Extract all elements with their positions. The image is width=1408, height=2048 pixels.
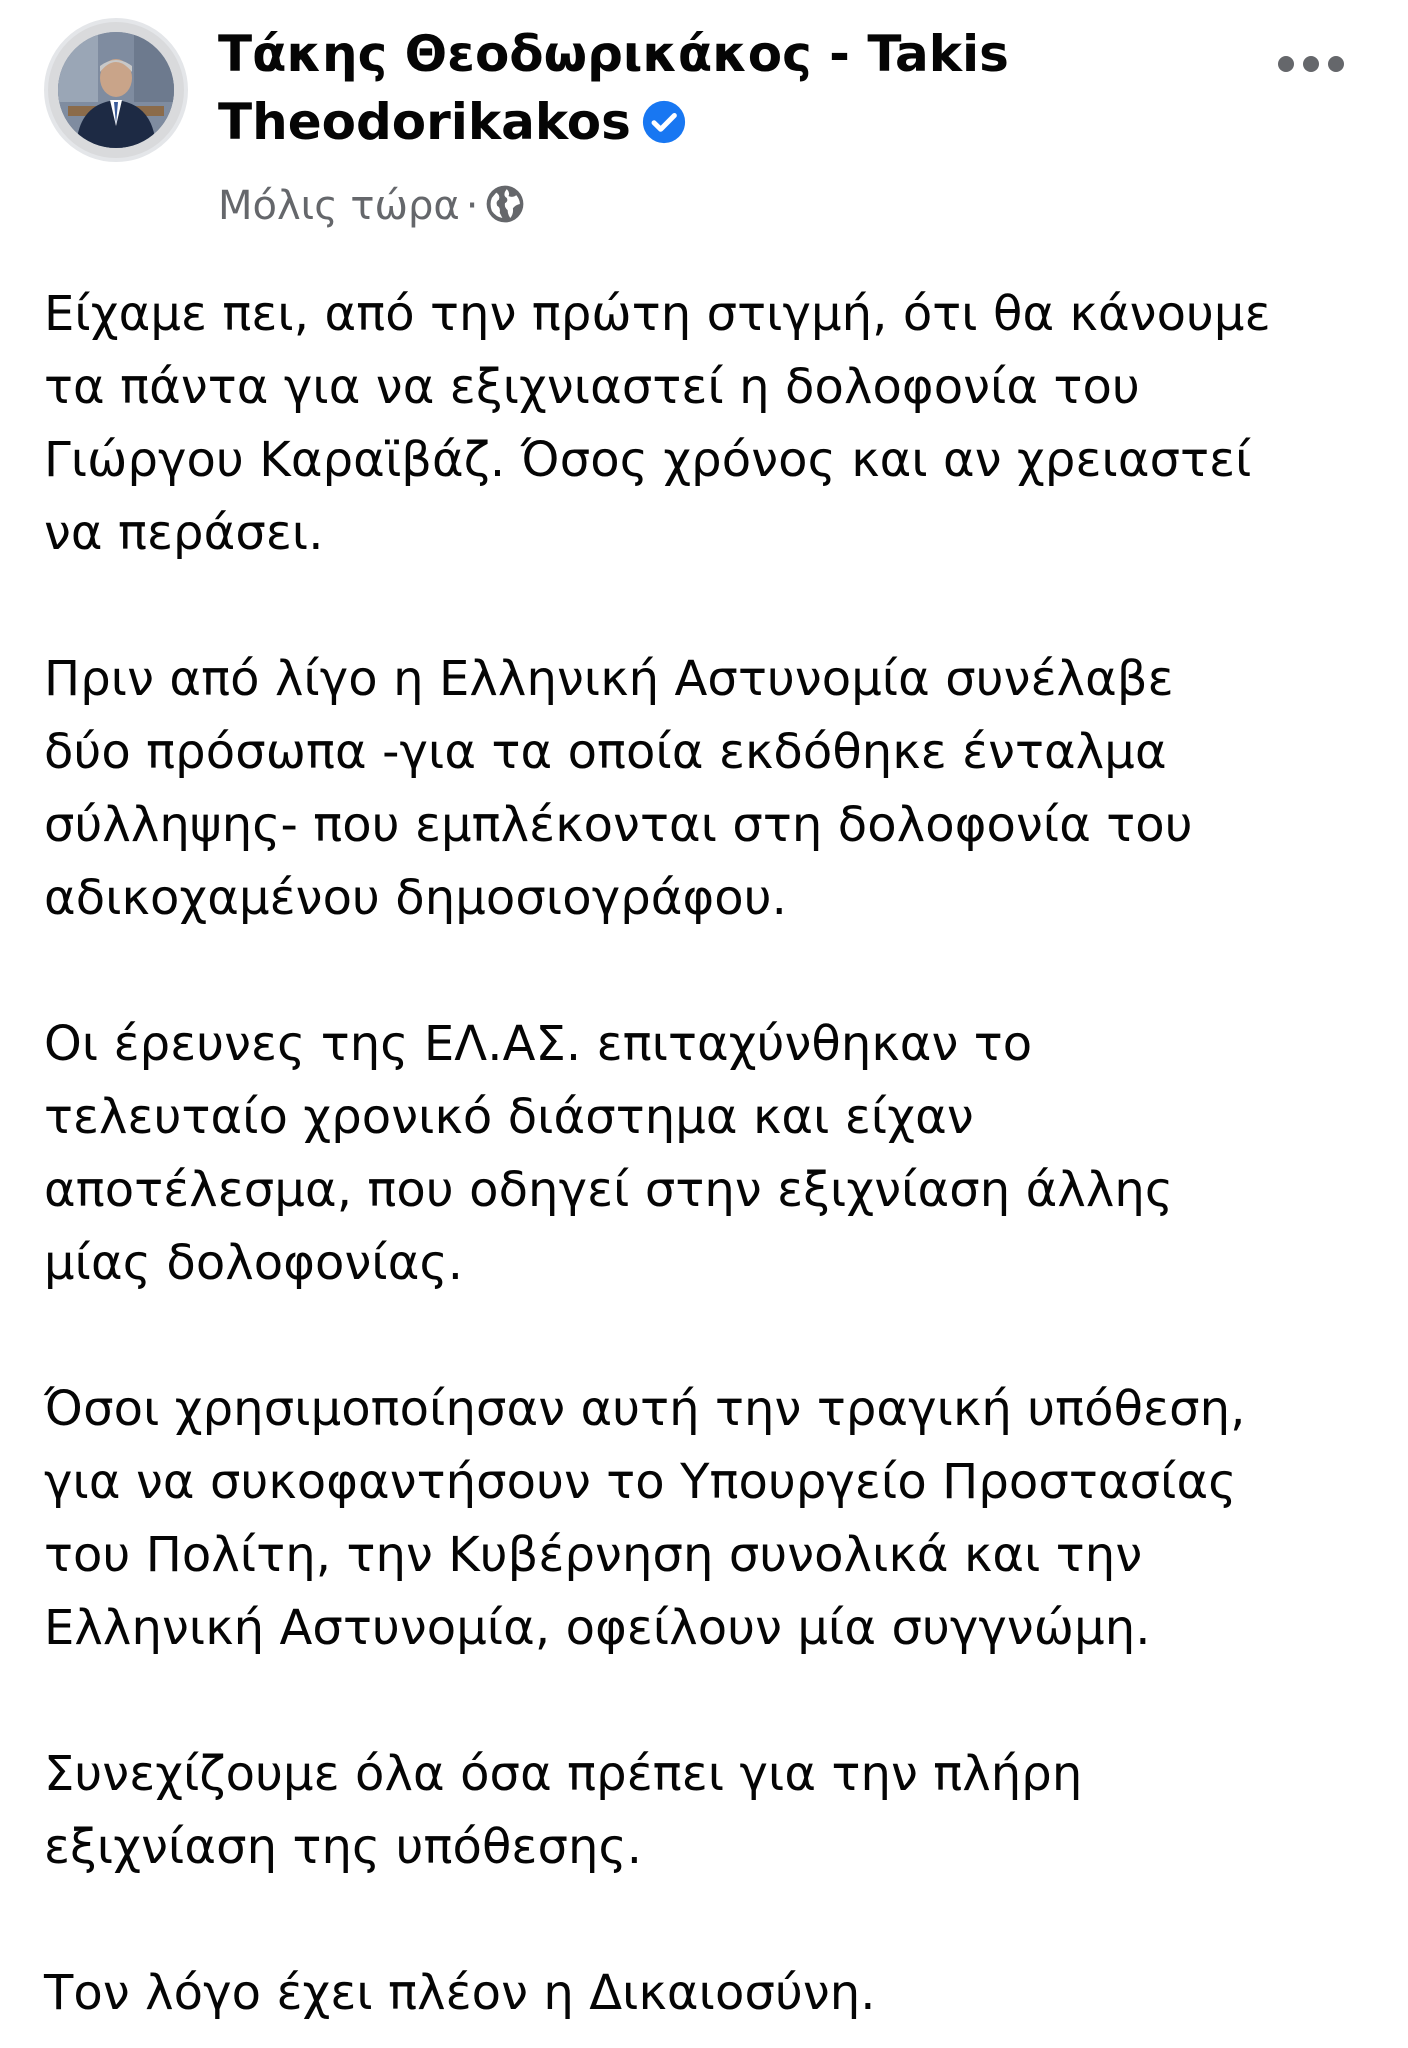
avatar-photo [58,32,174,148]
post-header [44,18,1364,228]
post-paragraph-6: Τον λόγο έχει πλέον η Δικαιοσύνη. [44,1965,876,2021]
dot-icon [1328,56,1344,72]
author-name[interactable] [218,20,1118,156]
meta-separator: · [465,183,479,229]
avatar[interactable] [44,18,188,162]
globe-icon[interactable] [484,183,526,225]
person-photo-icon [58,32,174,148]
post-paragraph-2: Πριν από λίγο η Ελληνική Αστυνομία συνέλαβε δύο πρόσωπα -για τα οποία εκδόθηκε ένταλμα σύλληψης- που εμπλέκονται στη δολοφονία του αδικοχαμένου δημοσιογράφου. [44,651,1193,926]
author-name-line2: Theodorikakos [218,93,631,151]
post-timestamp[interactable]: Μόλις τώρα [218,183,460,229]
verified-badge-icon [641,99,687,145]
post-paragraph-3: Οι έρευνες της ΕΛ.ΑΣ. επιταχύνθηκαν το τελευταίο χρονικό διάστημα και είχαν αποτέλεσμα, που οδηγεί στην εξιχνίαση άλλης μίας δολοφονίας. [44,1016,1174,1291]
more-options-button[interactable] [1278,52,1344,76]
post-body [44,278,1364,2030]
author-name-line1: Τάκης Θεοδωρικάκος - Takis [218,25,1009,83]
dot-icon [1303,56,1319,72]
author-name-line2-row [218,88,1118,156]
post-paragraph-1: Είχαμε πει, από την πρώτη στιγμή, ότι θα κάνουμε τα πάντα για να εξιχνιαστεί η δολοφονία του Γιώργου Καραϊβάζ. Όσος χρόνος και αν χρειαστεί να περάσει. [44,286,1271,561]
post-meta [218,182,526,230]
post-paragraph-5: Συνεχίζουμε όλα όσα πρέπει για την πλήρη εξιχνίαση της υπόθεσης. [44,1746,1083,1875]
post-paragraph-4: Όσοι χρησιμοποίησαν αυτή την τραγική υπόθεση, για να συκοφαντήσουν το Υπουργείο Προστασίας του Πολίτη, την Κυβέρνηση συνολικά και την Ελληνική Αστυνομία, οφείλουν μία συγγνώμη. [44,1381,1246,1656]
dot-icon [1278,56,1294,72]
